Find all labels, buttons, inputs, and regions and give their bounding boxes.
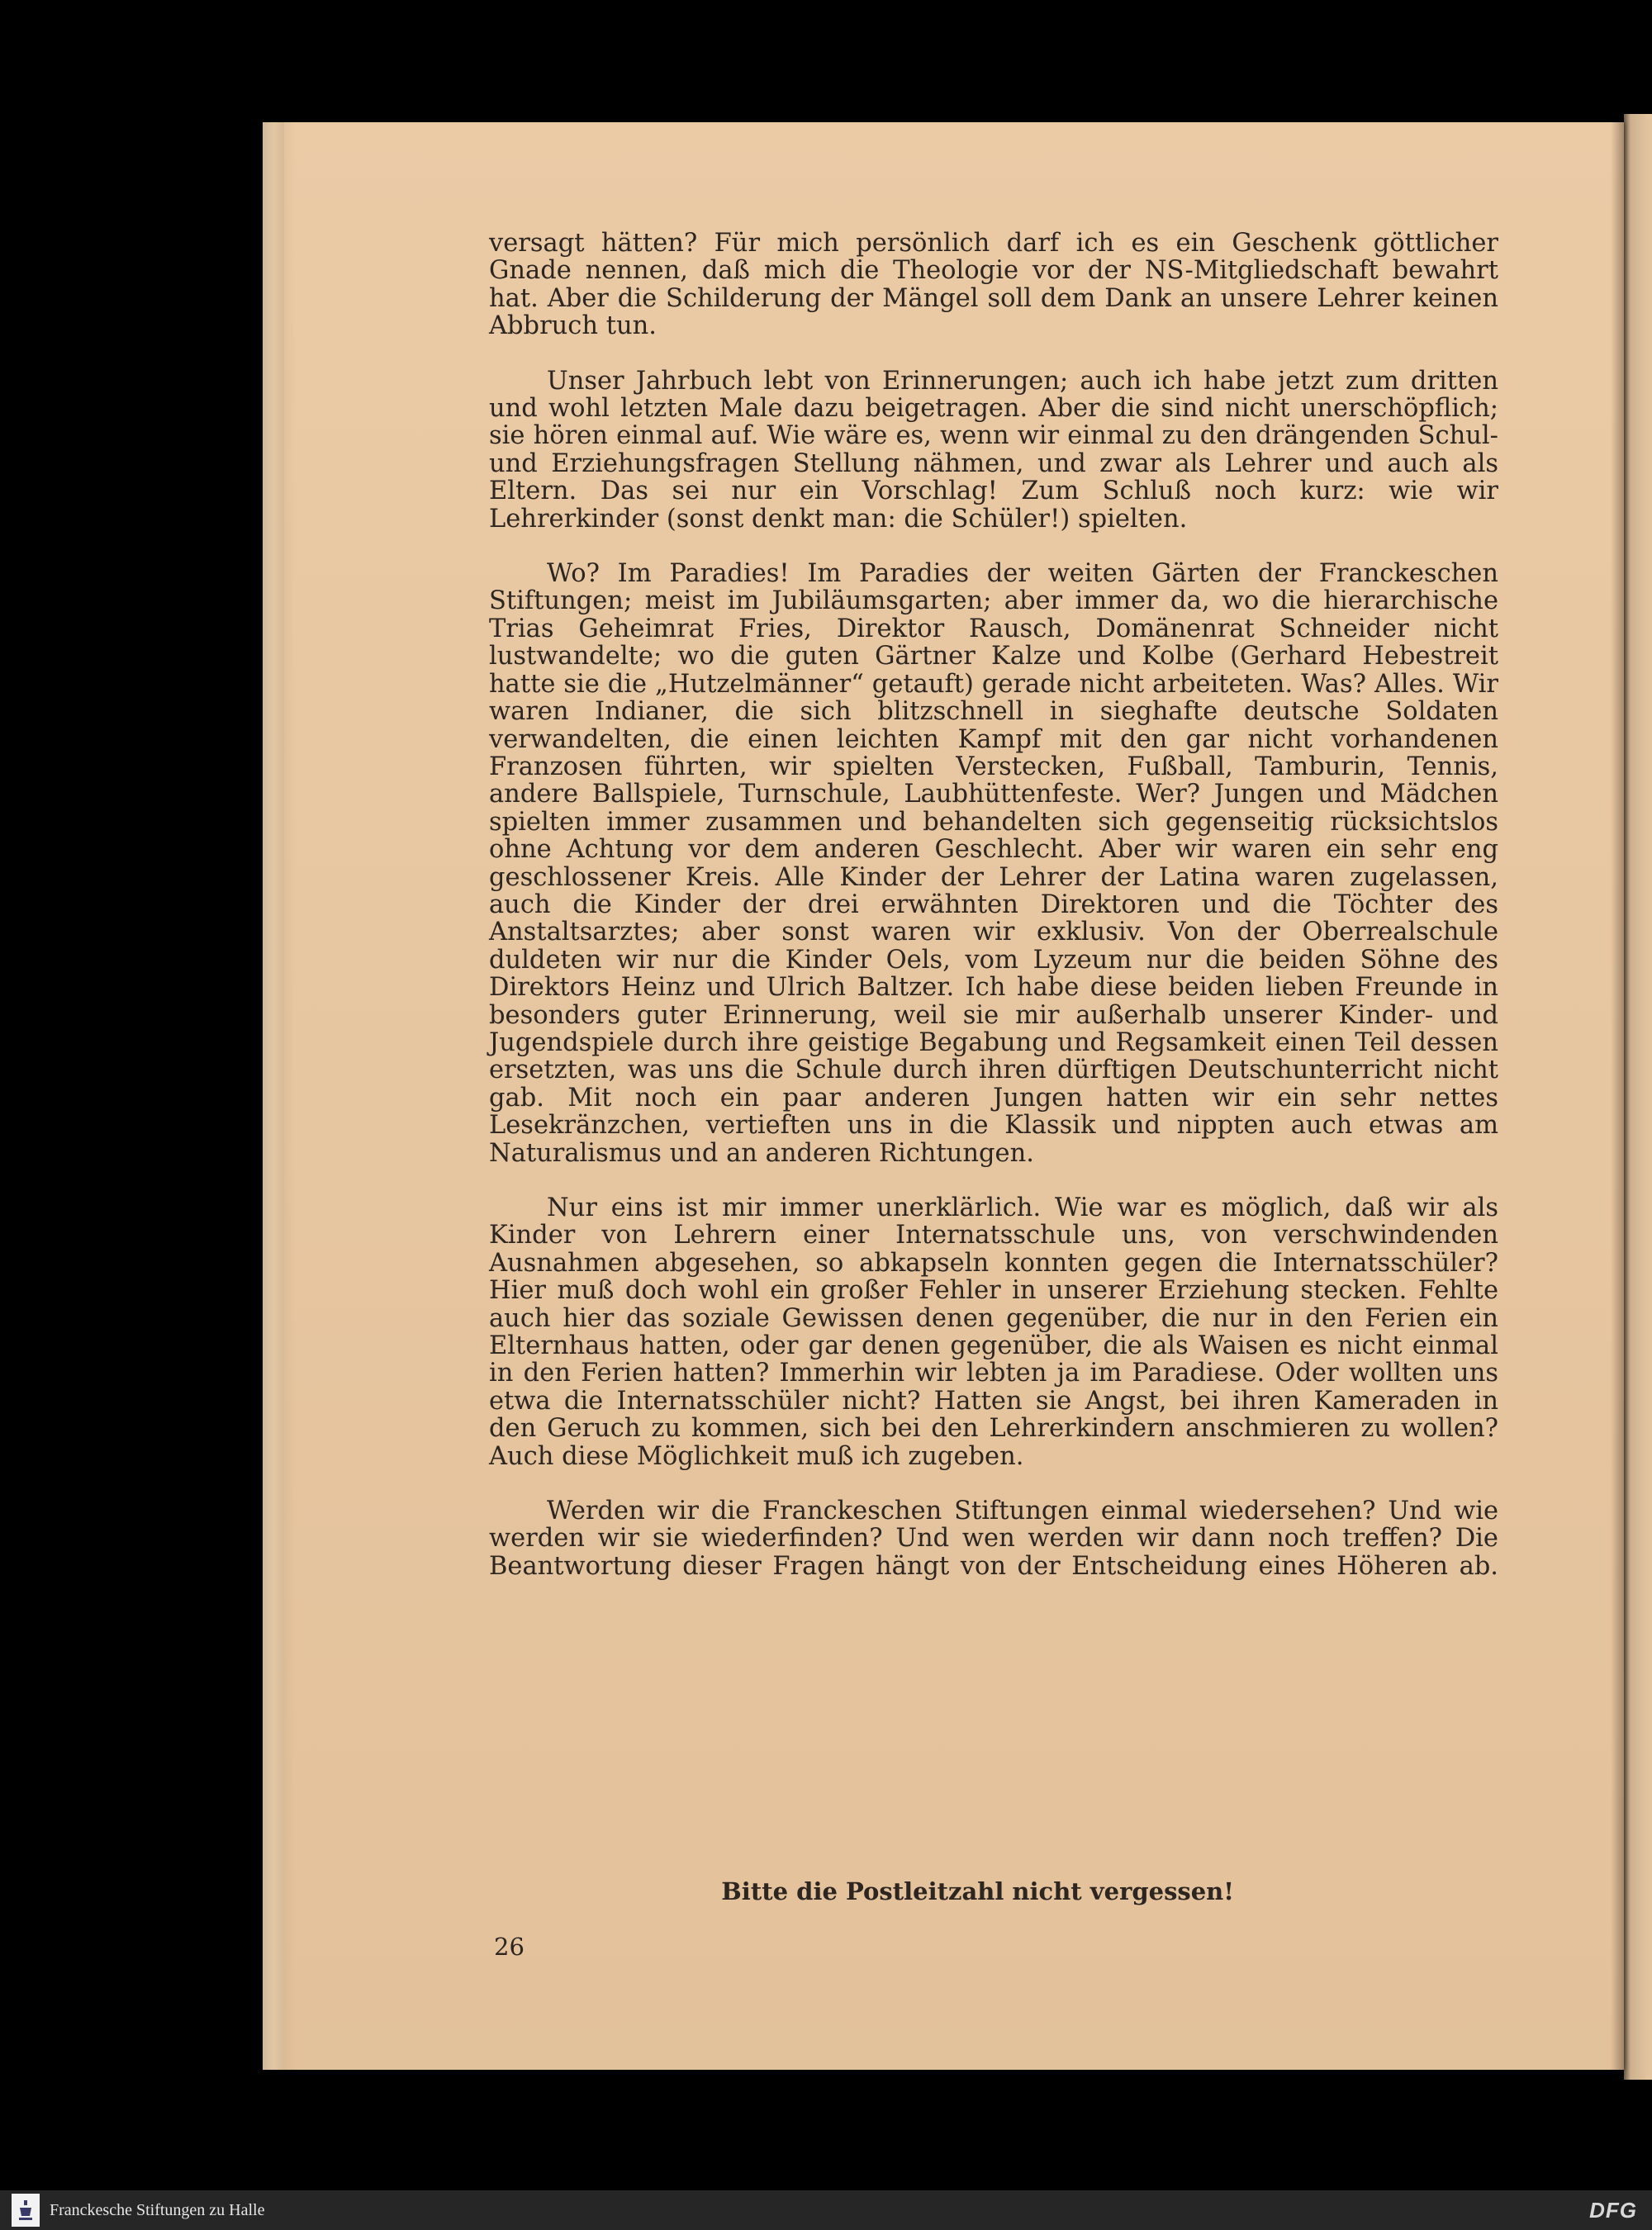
page-number: 26 <box>494 1933 525 1961</box>
dfg-logo: DFG <box>1589 2197 1637 2223</box>
paragraph: Nur eins ist mir immer unerklärlich. Wie war es möglich, daß wir als Kinder von Lehrern einer Internatsschule uns, von verschwindenden Ausnahmen abgesehen, so abkapseln konnten gegen die Internatsschüler? Hier muß doch wohl ein großer Fehler in unserer Erziehung stecken. Fehlte auch hier das soziale Gewissen denen gegenüber, die nur in den Ferien ein Elternhaus hatten, oder gar denen gegenüber, die als Waisen es nicht einmal in den Ferien hatten? Immerhin wir lebten ja im Paradiese. Oder wollten uns etwa die Internatsschüler nicht? Hatten sie Angst, bei ihren Kameraden in den Geruch zu kommen, sich bei den Lehrerkindern anschmieren zu wollen? Auch diese Möglichkeit muß ich zugeben. <box>489 1193 1498 1471</box>
postal-code-notice: Bitte die Postleitzahl nicht vergessen! <box>721 1877 1234 1905</box>
paragraph: Unser Jahrbuch lebt von Erinnerungen; auch ich habe jetzt zum dritten und wohl letzten Male dazu beigetragen. Aber die sind nicht unerschöpflich; sie hören einmal auf. Wie wäre es, wenn wir einmal zu den drängenden Schul- und Erziehungsfragen Stellung nähmen, und zwar als Lehrer und auch als Eltern. Das sei nur ein Vorschlag! Zum Schluß noch kurz: wie wir Lehrerkinder (sonst denkt man: die Schüler!) spielten. <box>489 366 1498 534</box>
paragraph: Wo? Im Paradies! Im Paradies der weiten Gärten der Franckeschen Stiftungen; meist im Jubiläumsgarten; aber immer da, wo die hierarchische Trias Geheimrat Fries, Direktor Rausch, Domänenrat Schneider nicht lustwandelte; wo die guten Gärtner Kalze und Kolbe (Gerhard Hebestreit hatte sie die „Hutzelmänner“ getauft) gerade nicht arbeiteten. Was? Alles. Wir waren Indianer, die sich blitzschnell in sieghafte deutsche Soldaten verwandelten, die einen leichten Kampf mit den gar nicht vorhandenen Franzosen führten, wir spielten Verstecken, Fußball, Tamburin, Tennis, andere Ballspiele, Turnschule, Laubhüttenfeste. Wer? Jungen und Mädchen spielten immer zusammen und behandelten sich gegenseitig rücksichtslos ohne Achtung vor dem anderen Geschlecht. Aber wir waren ein sehr eng geschlossener Kreis. Alle Kinder der Lehrer der Latina waren zugelassen, auch die Kinder der drei erwähnten Direktoren und die Töchter des Anstaltsarztes; aber sonst waren wir exklusiv. Von der Oberrealschule duldeten wir nur die Kinder Oels, vom Lyzeum nur die beiden Söhne des Direktors Heinz und Ulrich Baltzer. Ich habe diese beiden lieben Freunde in besonders guter Erinnerung, weil sie mir außerhalb unserer Kinder- und Jugendspiele durch ihre geistige Begabung und Regsamkeit einen Teil dessen ersetzten, was uns die Schule durch ihren dürftigen Deutschunterricht nicht gab. Mit noch ein paar anderen Jungen hatten wir ein sehr nettes Lesekränzchen, vertieften uns in die Klassik und nippten auch etwas am Naturalismus und an anderen Richtungen. <box>489 559 1498 1168</box>
gutter-shadow <box>1611 122 1624 2070</box>
viewer-footer <box>0 2190 1652 2230</box>
paragraph: versagt hätten? Für mich persönlich darf ich es ein Geschenk göttlicher Gnade nennen, daß mich die Theologie vor der NS-Mitgliedschaft bewahrt hat. Aber die Schilderung der Mängel soll dem Dank an unsere Lehrer keinen Abbruch tun. <box>489 229 1498 341</box>
page-body-text <box>489 230 1498 1607</box>
institution-name[interactable]: Franckesche Stiftungen zu Halle <box>50 2200 265 2219</box>
next-page-edge <box>1624 114 1652 2080</box>
paragraph: Werden wir die Franckeschen Stiftungen einmal wiedersehen? Und wie werden wir sie wiederfinden? Und wen werden wir dann noch treffen? Die Beantwortung dieser Fragen hängt von der Entscheidung eines Höheren ab. <box>489 1497 1498 1581</box>
page-binding-edge <box>263 122 284 2070</box>
institution-seal-icon[interactable] <box>12 2194 40 2227</box>
